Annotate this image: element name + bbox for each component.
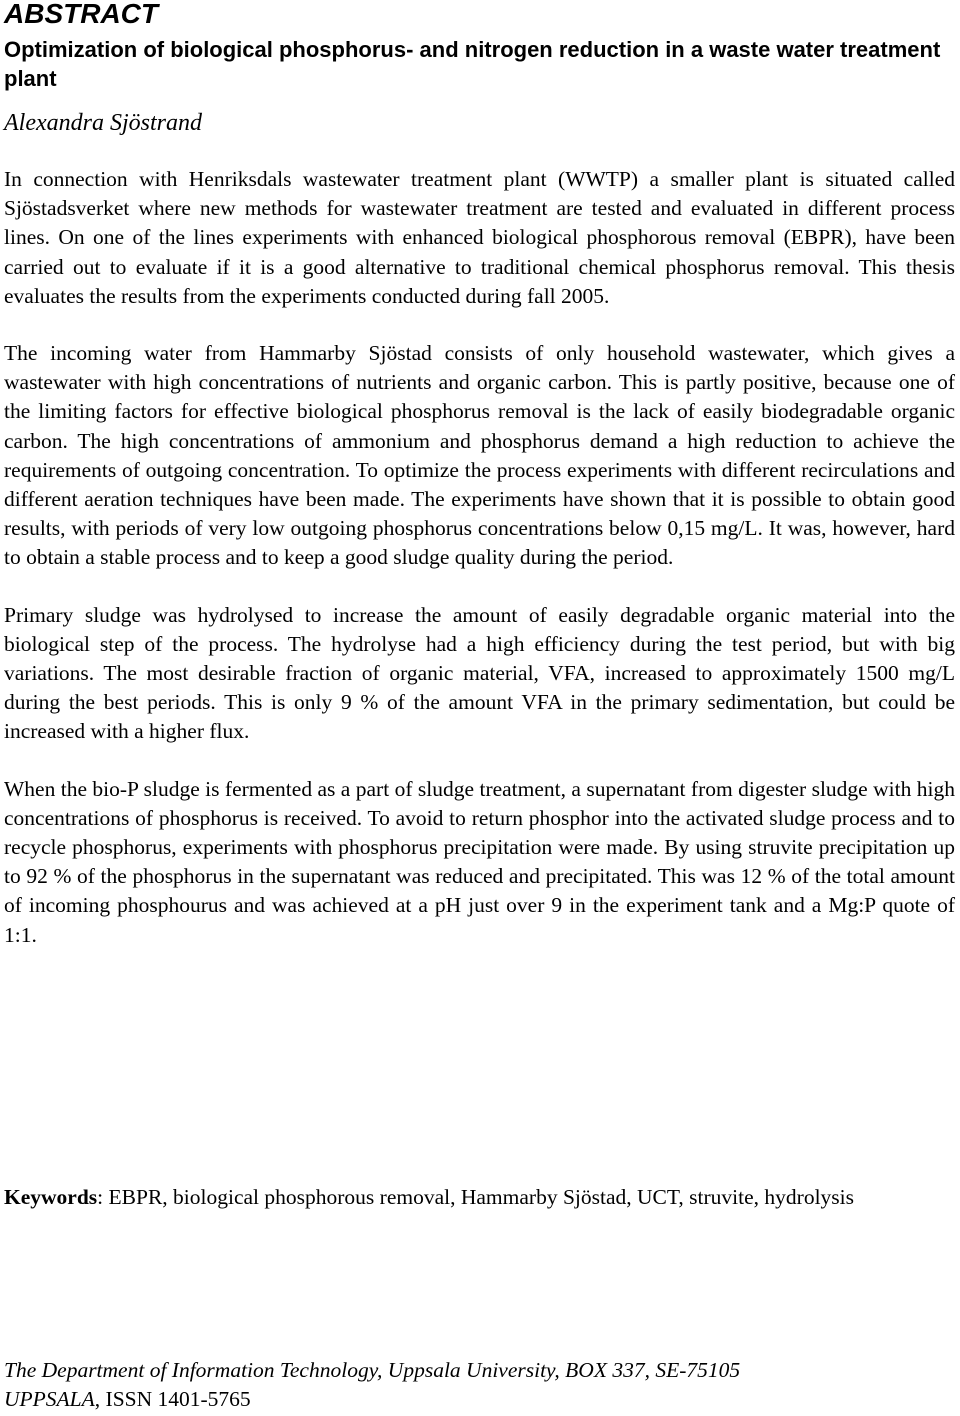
department-footer	[4, 1356, 944, 1414]
abstract-heading: ABSTRACT	[4, 0, 158, 29]
abstract-paragraph-4: When the bio-P sludge is fermented as a part of sludge treatment, a supernatant from digester sludge with high concentrations of phosphorus is received. To avoid to return phosphor into the activated sludge process and to recycle phosphorus, experiments with phosphorus precipitation were made. By using struvite precipitation up to 92 % of the phosphorus in the supernatant was reduced and precipitated. This was 12 % of the total amount of incoming phosphourus and was achieved at a pH just over 9 in the experiment tank and a Mg:P quote of 1:1.	[4, 776, 955, 947]
thesis-title: Optimization of biological phosphorus- and nitrogen reduction in a waste water treatment plant	[4, 37, 941, 91]
abstract-paragraph-2: The incoming water from Hammarby Sjöstad consists of only household wastewater, which gives a wastewater with high concentrations of nutrients and organic carbon. This is partly positive, because one of the limiting factors for effective biological phosphorus removal is the lack of easily biodegradable organic carbon. The high concentrations of ammonium and phosphorus demand a high reduction to achieve the requirements of outgoing concentration. To optimize the process experiments with different recirculations and different aeration techniques have been made. The experiments have shown that it is possible to obtain good results, with periods of very low outgoing phosphorus concentrations below 0,15 mg/L. It was, however, hard to obtain a stable process and to keep a good sludge quality during the period.	[4, 341, 955, 570]
abstract-paragraph-3: Primary sludge was hydrolysed to increase the amount of easily degradable organic material into the biological step of the process. The hydrolyse had a high efficiency during the test period, but with big variations. The most desirable fraction of organic material, VFA, increased to approximately 1500 mg/L during the best periods. This is only 9 % of the amount VFA in the primary sedimentation, but could be increased with a higher flux.	[4, 602, 955, 744]
footer-city: UPPSALA	[4, 1387, 95, 1411]
keywords-line	[4, 1183, 904, 1212]
footer-department-line: The Department of Information Technology, Uppsala University, BOX 337, SE-75105	[4, 1358, 741, 1382]
author-name: Alexandra Sjöstrand	[4, 110, 202, 136]
keywords-label: Keywords	[4, 1185, 98, 1209]
footer-issn: , ISSN 1401-5765	[94, 1387, 251, 1411]
keywords-separator: :	[97, 1185, 109, 1209]
abstract-paragraph-1: In connection with Henriksdals wastewater treatment plant (WWTP) a smaller plant is situated called Sjöstadsverket where new methods for wastewater treatment are tested and evaluated in different process lines. On one of the lines experiments with enhanced biological phosphorous removal (EBPR), have been carried out to evaluate if it is a good alternative to traditional chemical phosphorus removal. This thesis evaluates the results from the experiments conducted during fall 2005.	[4, 167, 955, 308]
keywords-list: EBPR, biological phosphorous removal, Hammarby Sjöstad, UCT, struvite, hydrolysis	[108, 1185, 855, 1209]
